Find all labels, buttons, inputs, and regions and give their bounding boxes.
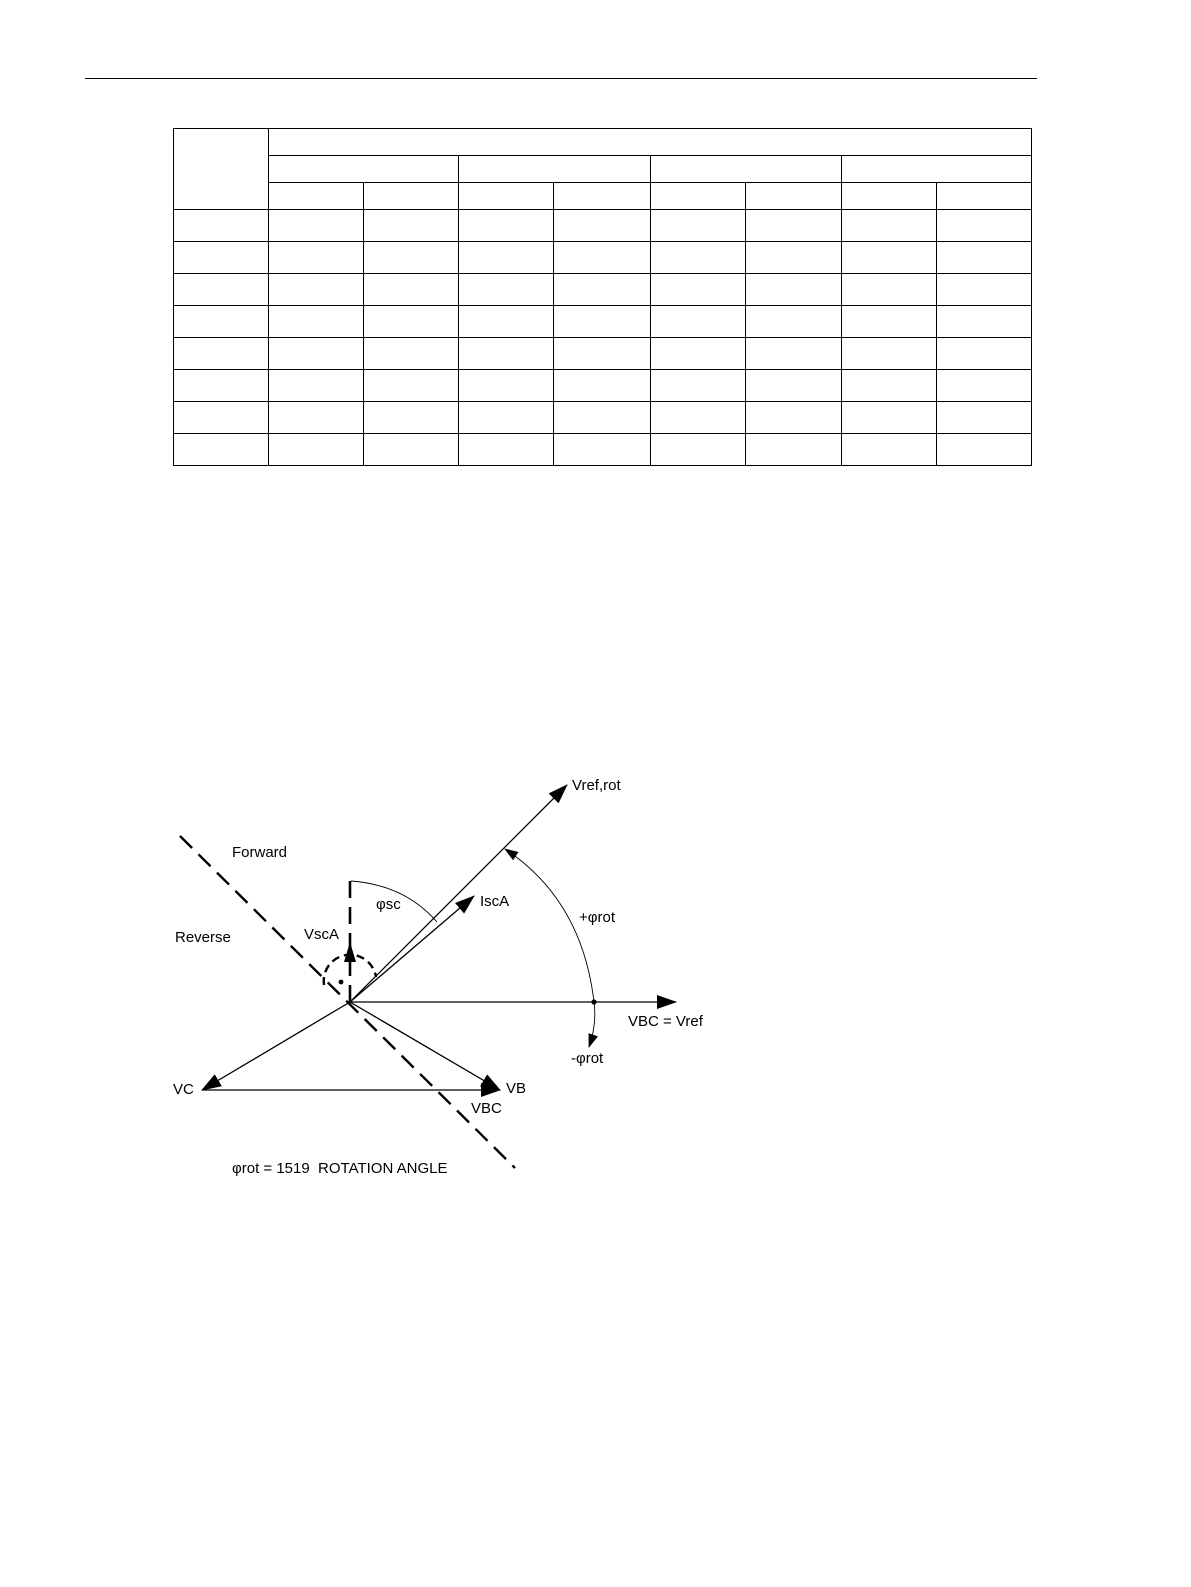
reverse-label: Reverse: [175, 929, 231, 946]
vc-phasor: [202, 1002, 350, 1090]
rotation-origin-dot: [591, 999, 596, 1004]
vref-rot-phasor: [350, 785, 567, 1002]
isca-phasor: [350, 896, 474, 1002]
plus-phi-rot-label: +φrot: [579, 909, 615, 926]
vbc-label: VBC: [471, 1100, 502, 1117]
forward-label: Forward: [232, 844, 288, 861]
vsca-label: VscA: [304, 926, 340, 943]
vc-label: VC: [173, 1081, 194, 1098]
vref-rot-label: Vref,rot: [572, 777, 621, 794]
vb-label: VB: [506, 1080, 527, 1097]
rotation-angle-caption: φrot = 1519 ROTATION ANGLE: [232, 1160, 448, 1177]
isca-label: IscA: [480, 893, 510, 910]
vb-phasor: [350, 1002, 500, 1090]
minus-phi-rot-label: -φrot: [571, 1050, 604, 1067]
vbc-vref-label: VBC = Vref: [628, 1013, 703, 1030]
vsca-arrowhead: [344, 942, 356, 962]
minus-phi-rot-arc: [589, 1002, 595, 1047]
phi-sc-label: φsc: [376, 896, 401, 913]
right-angle-dot: [339, 980, 344, 985]
